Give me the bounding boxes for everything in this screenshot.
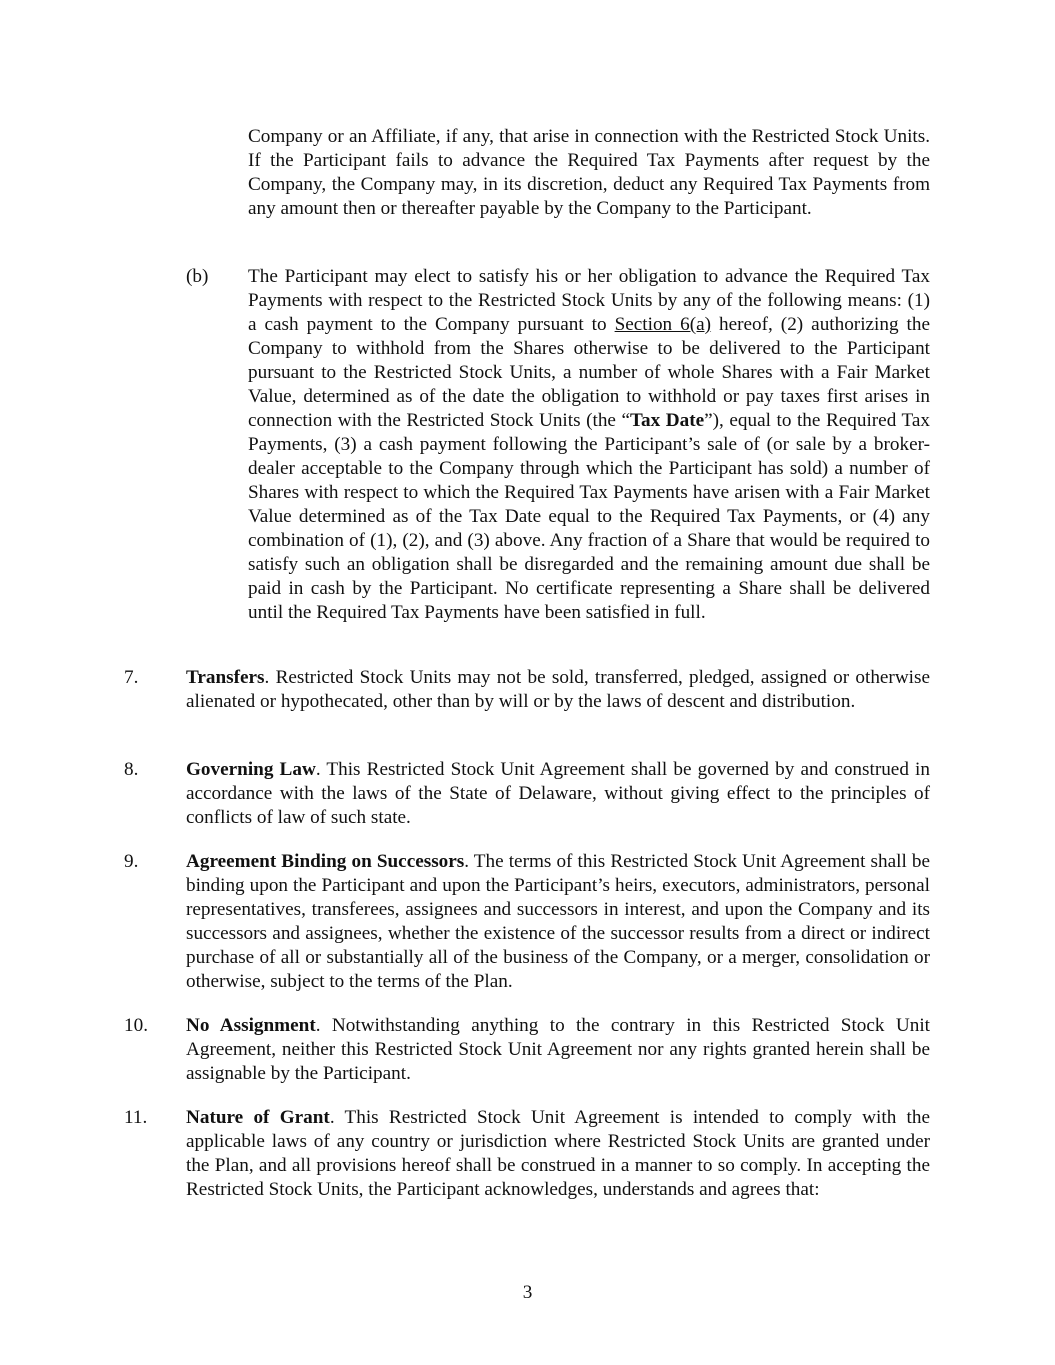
section-9-paragraph xyxy=(186,850,930,994)
section-7-paragraph xyxy=(186,666,930,714)
section-10-text: . Notwithstanding anything to the contrary in this Restricted Stock Unit Agreement, neither this Restricted Stock Unit Agreement nor any rights granted herein shall be assignable by the Participant. xyxy=(186,1015,931,1084)
item-b-text-3: ”), equal to the Required Tax Payments, (3) a cash payment following the Participant’s sale of (or sale by a broker-dealer acceptable to the Company through which the Participant has sold) a number of Shares with respect to which the Required Tax Payments have arisen with a Fair Market Value determined as of the Tax Date equal to the Required Tax Payments, or (4) any combination of (1), (2), and (3) above. Any fraction of a Share that would be required to satisfy such an obligation shall be disregarded and the remaining amount due shall be paid in cash by the Participant. No certificate representing a Share shall be delivered until the Required Tax Payments have been satisfied in full. xyxy=(248,410,930,623)
section-10-heading: No Assignment xyxy=(186,1015,316,1036)
section-8-number: 8. xyxy=(124,759,139,780)
item-b-paragraph xyxy=(248,265,930,625)
section-11-number: 11. xyxy=(124,1107,148,1128)
section-8-text: . This Restricted Stock Unit Agreement shall be governed by and construed in accordance with the laws of the State of Delaware, without giving effect to the principles of conflicts of law of such state. xyxy=(186,759,930,828)
item-b-text-2: hereof, (2) authorizing the Company to withhold from the Shares otherwise to be delivered to the Participant pursuant to the Restricted Stock Units, a number of whole Shares with a Fair Market Value, determined as of the date the obligation to withhold or pay taxes first arises in connection with the Restricted Stock Units (the “ xyxy=(248,314,930,431)
section-10-number: 10. xyxy=(124,1015,148,1036)
section-11-paragraph xyxy=(186,1106,930,1202)
item-b-text-1: The Participant may elect to satisfy his or her obligation to advance the Required Tax Payments with respect to the Restricted Stock Units by any of the following means: (1) a cash payment to the Company pursuant to xyxy=(248,266,930,335)
section-8-heading: Governing Law xyxy=(186,759,316,780)
section-8-paragraph xyxy=(186,758,930,830)
item-b-label: (b) xyxy=(186,266,209,287)
section-6a-reference: Section 6(a) xyxy=(614,314,712,335)
section-11-text: . This Restricted Stock Unit Agreement is intended to comply with the applicable laws of any country or jurisdiction where Restricted Stock Units are granted under the Plan, and all provisions hereof shall be construed in a manner to so comply. In accepting the Restricted Stock Units, the Participant acknowledges, understands and agrees that: xyxy=(186,1107,930,1200)
section-7-heading: Transfers xyxy=(186,667,265,688)
section-9-number: 9. xyxy=(124,851,139,872)
section-9-heading: Agreement Binding on Successors xyxy=(186,851,465,872)
section-10-paragraph xyxy=(186,1014,930,1086)
tax-date-defined-term: Tax Date xyxy=(630,410,705,431)
continuation-paragraph: Company or an Affiliate, if any, that arise in connection with the Restricted Stock Units. If the Participant fails to advance the Required Tax Payments after request by the Company, the Company may, in its discretion, deduct any Required Tax Payments from any amount then or thereafter payable by the Company to the Participant. xyxy=(248,126,930,219)
section-9-text: . The terms of this Restricted Stock Unit Agreement shall be binding upon the Participant and upon the Participant’s heirs, executors, administrators, personal representatives, transferees, assignees and successors in interest, and upon the Company and its successors and assignees, whether the existence of the successor results from a direct or indirect purchase of all or substantially all of the business of the Company, or a merger, consolidation or otherwise, subject to the terms of the Plan. xyxy=(186,851,930,992)
section-11-heading: Nature of Grant xyxy=(186,1107,330,1128)
page-number: 3 xyxy=(522,1282,533,1303)
section-7-number: 7. xyxy=(124,667,139,688)
section-7-text: . Restricted Stock Units may not be sold, transferred, pledged, assigned or otherwise alienated or hypothecated, other than by will or by the laws of descent and distribution. xyxy=(186,667,930,712)
